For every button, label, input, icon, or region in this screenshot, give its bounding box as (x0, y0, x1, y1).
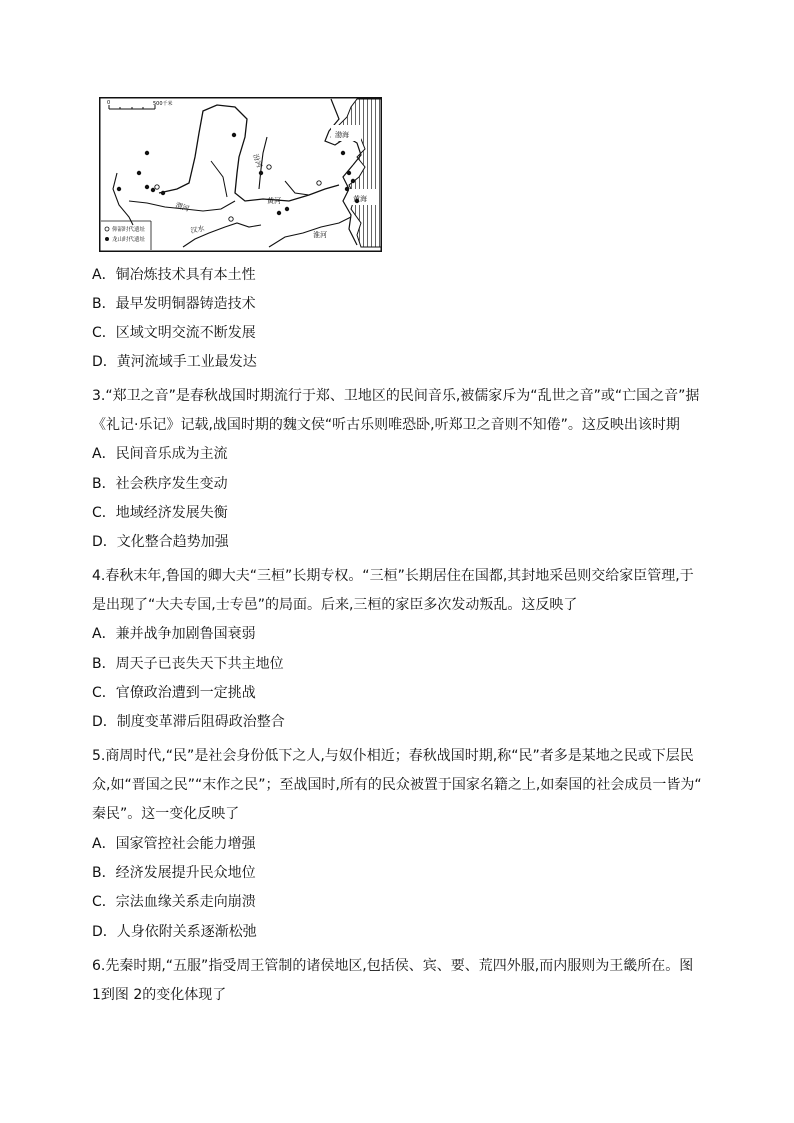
q4-option-d: D．制度变革滞后阻碍政治整合 (92, 714, 285, 730)
q3-stem-line-2: 《礼记·乐记》记载,战国时期的魏文侯“听古乐则唯恐卧,听郑卫之音则不知倦”。这反映出该时期 (92, 417, 680, 433)
label-fenhe: 汾河 (251, 152, 264, 169)
archaeological-sites-map (99, 97, 382, 252)
longshan-site-marker (232, 133, 236, 137)
longshan-site-marker (285, 207, 289, 211)
longshan-site-marker (345, 187, 349, 191)
label-huanghai: 黄海 (353, 195, 367, 203)
q5-option-d: D．人身依附关系逐渐松弛 (92, 924, 257, 940)
longshan-site-marker (145, 151, 149, 155)
q5-option-b: B．经济发展提升民众地位 (92, 865, 256, 881)
longshan-site-marker (161, 191, 165, 195)
yangshao-site-marker (317, 181, 321, 185)
q3-option-d: D．文化整合趋势加强 (92, 534, 229, 550)
yangshao-site-marker (229, 217, 233, 221)
q4-option-c: C．官僚政治遭到一定挑战 (92, 685, 256, 701)
q4-stem-line-1: 4.春秋末年,鲁国的卿大夫“三桓”长期专权。“三桓”长期居住在国都,其封地采邑则交给家臣管理,于 (92, 568, 694, 584)
scale-label: 500千米 (153, 101, 173, 107)
longshan-site-marker (117, 187, 121, 191)
q6-stem-line-1: 6.先秦时期,“五服”指受周王管制的诸侯地区,包括侯、宾、要、荒四外服,而内服则为王畿所在。图 (92, 958, 694, 974)
label-huaihe: 淮河 (313, 231, 327, 239)
q4-option-b: B．周天子已丧失天下共主地位 (92, 656, 284, 672)
q3-option-c: C．地域经济发展失衡 (92, 505, 228, 521)
q5-stem-line-3: 秦民”。这一变化反映了 (92, 806, 240, 822)
scale-zero: 0 (107, 100, 111, 106)
yangshao-site-marker (267, 165, 271, 169)
label-hanshui: 汉水 (189, 224, 206, 235)
label-weihe: 渭河 (174, 201, 191, 214)
longshan-site-marker (259, 171, 263, 175)
q4-option-a: A．兼并战争加剧鲁国衰弱 (92, 626, 256, 642)
label-yellow-river: 黄河 (267, 197, 281, 205)
q6-stem-line-2: 1到图 2的变化体现了 (92, 987, 227, 1003)
q5-option-a: A．国家管控社会能力增强 (92, 836, 256, 852)
label-bohai: 渤海 (335, 131, 349, 139)
q2-option-d: D．黄河流域手工业最发达 (92, 354, 257, 370)
q4-stem-line-2: 是出现了“大夫专国,士专邑”的局面。后来,三桓的家臣多次发动叛乱。这反映了 (92, 597, 578, 613)
q5-stem-line-1: 5.商周时代,“民”是社会身份低下之人,与奴仆相近；春秋战国时期,称“民”者多是某地之民或下层民 (92, 748, 694, 764)
yangshao-site-marker (155, 185, 159, 189)
q2-option-b: B．最早发明铜器铸造技术 (92, 296, 256, 312)
q2-option-a: A．铜冶炼技术具有本土性 (92, 267, 256, 283)
longshan-site-marker (347, 171, 351, 175)
longshan-site-marker (341, 151, 345, 155)
legend-longshan: 龙山时代遗址 (112, 237, 146, 243)
longshan-site-marker (145, 185, 149, 189)
longshan-site-marker (137, 171, 141, 175)
longshan-site-marker (351, 179, 355, 183)
q3-stem-line-1: 3.“郑卫之音”是春秋战国时期流行于郑、卫地区的民间音乐,被儒家斥为“乱世之音”或“亡国之音”据 (92, 388, 700, 404)
legend-yangshao: 仰韶时代遗址 (112, 227, 146, 233)
longshan-site-marker (277, 211, 281, 215)
q3-option-b: B．社会秩序发生变动 (92, 476, 228, 492)
q5-stem-line-2: 众,如“晋国之民”“末作之民”；至战国时,所有的民众被置于国家名籍之上,如秦国的社会成员一皆为“ (92, 777, 702, 793)
q3-option-a: A．民间音乐成为主流 (92, 446, 228, 462)
q2-option-c: C．区域文明交流不断发展 (92, 325, 256, 341)
longshan-site-marker (151, 188, 155, 192)
q5-option-c: C．宗法血缘关系走向崩溃 (92, 894, 256, 910)
